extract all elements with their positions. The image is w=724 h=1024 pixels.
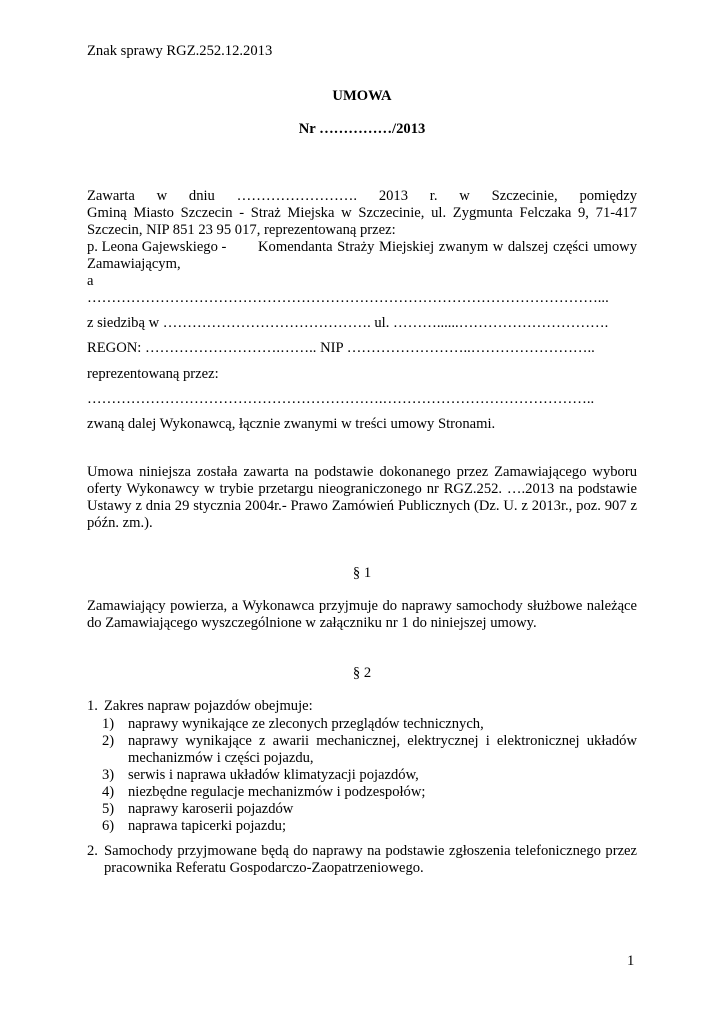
sub-item-4-text: niezbędne regulacje mechanizmów i podzespołów; [128, 784, 426, 800]
sub-item-1-text: naprawy wynikające ze zleconych przeglądów technicznych, [128, 716, 484, 732]
item-1-text: Zakres napraw pojazdów obejmuje: [104, 698, 313, 714]
parties-line-2: Gminą Miasto Szczecin - Straż Miejska w Szczecinie, ul. Zygmunta Felczaka 9, 71-417 [87, 205, 637, 221]
section-1-line-1: Zamawiający powierza, a Wykonawca przyjmuje do naprawy samochody służbowe należące [87, 598, 637, 614]
sub-item-3-number: 3) [102, 767, 115, 783]
item-1-number: 1. [87, 698, 98, 714]
represented-by-blank: …………………………………………………….…………………………………….. [87, 391, 595, 407]
representative-role: Komendanta Straży Miejskiej zwanym w dalszej części umowy [258, 239, 637, 255]
basis-line-4: późn. zm.). [87, 515, 153, 531]
item-2-number: 2. [87, 843, 98, 859]
sub-item-5-number: 5) [102, 801, 115, 817]
sub-item-6-text: naprawa tapicerki pojazdu; [128, 818, 287, 834]
sub-item-5-text: naprawy karoserii pojazdów [128, 801, 294, 817]
sub-item-2-text-cont: mechanizmów i części pojazdu, [128, 750, 314, 766]
parties-line-3: Szczecin, NIP 851 23 95 017, reprezentowaną przez: [87, 222, 396, 238]
sub-item-2-number: 2) [102, 733, 115, 749]
represented-by-label: reprezentowaną przez: [87, 366, 219, 382]
section-1-line-2: do Zamawiającego wyszczególnione w załączniku nr 1 do niniejszej umowy. [87, 615, 537, 631]
document-title: UMOWA [332, 88, 392, 104]
parties-line-1: Zawarta w dniu ……………………. 2013 r. w Szczecinie, pomiędzy [87, 188, 637, 204]
contractor-blank: ……………………………………………………………………………………………... [87, 290, 609, 306]
ordering-party-def: Zamawiającym, [87, 256, 181, 272]
sub-item-3-text: serwis i naprawa układów klimatyzacji pojazdów, [128, 767, 419, 783]
sub-item-2-text: naprawy wynikające z awarii mechanicznej, elektrycznej i elektronicznej układów [128, 733, 637, 749]
contractor-seat: z siedzibą w ……………………………………. ul. ………......…………………………. [87, 315, 609, 331]
basis-line-3: Ustawy z dnia 29 stycznia 2004r.- Prawo Zamówień Publicznych (Dz. U. z 2013r., poz. 907 z [87, 498, 637, 514]
contract-number: Nr ……………/2013 [298, 121, 426, 137]
sub-item-1-number: 1) [102, 716, 115, 732]
sub-item-6-number: 6) [102, 818, 115, 834]
section-1-heading: § 1 [352, 565, 372, 581]
section-2-heading: § 2 [352, 665, 372, 681]
item-2-line-1: Samochody przyjmowane będą do naprawy na podstawie zgłoszenia telefonicznego przez [104, 843, 637, 859]
sub-item-4-number: 4) [102, 784, 115, 800]
basis-line-2: oferty Wykonawcy w trybie przetargu nieograniczonego nr RGZ.252. ….2013 na podstawie [87, 481, 637, 497]
page-number: 1 [627, 953, 635, 969]
representative-name: p. Leona Gajewskiego - [87, 239, 227, 255]
conjunction-and: a [87, 273, 94, 289]
contractor-definition: zwaną dalej Wykonawcą, łącznie zwanymi w treści umowy Stronami. [87, 416, 496, 432]
basis-line-1: Umowa niniejsza została zawarta na podstawie dokonanego przez Zamawiającego wyboru [87, 464, 637, 480]
item-2-line-2: pracownika Referatu Gospodarczo-Zaopatrzeniowego. [104, 860, 424, 876]
case-number: Znak sprawy RGZ.252.12.2013 [87, 43, 273, 59]
contractor-regon-nip: REGON: ……………………….…….. NIP ……………………..…………………….. [87, 340, 595, 356]
